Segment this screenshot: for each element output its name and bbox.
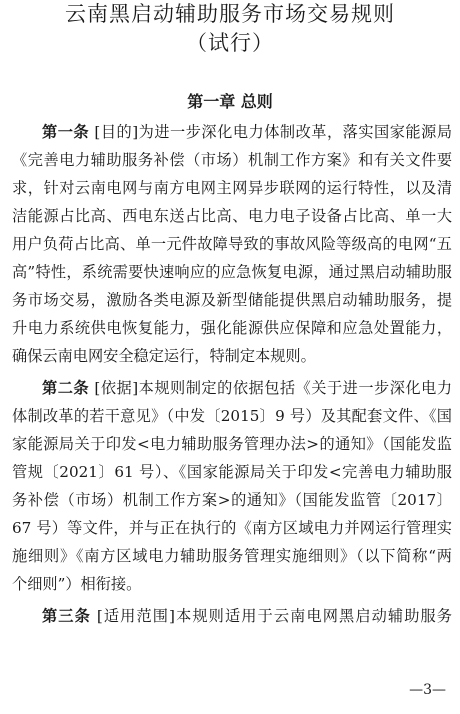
article-1-line-7: 务市场交易，激励各类电源及新型储能提供黑启动辅助服务，提 xyxy=(12,291,452,309)
article-1-heading: 第一条 xyxy=(42,123,90,141)
article-2-line-1: 第二条 [依据]本规则制定的依据包括《关于进一步深化电力 xyxy=(42,379,453,397)
article-2-line-6: 67 号）等文件，并与正在执行的《南方区域电力并网运行管理实 xyxy=(12,519,452,537)
article-2-line-4: 管规〔2021〕61 号）、《国家能源局关于印发<完善电力辅助服 xyxy=(12,463,452,481)
article-1-line-3: 求，针对云南电网与南方电网主网异步联网的运行特性，以及清 xyxy=(12,179,452,197)
article-3-line-1: 第三条 [适用范围]本规则适用于云南电网黑启动辅助服务 xyxy=(42,607,452,625)
article-2-line-3: 家能源局关于印发<电力辅助服务管理办法>的通知》（国能发监 xyxy=(12,435,452,453)
document-title: 云南黑启动辅助服务市场交易规则 xyxy=(65,2,395,26)
article-2-heading: 第二条 xyxy=(42,379,90,397)
article-2-line-7: 施细则》《南方区域电力辅助服务管理实施细则》（以下简称“两 xyxy=(12,547,452,565)
page-number: —3— xyxy=(409,682,446,698)
article-2-line-5: 务补偿（市场）机制工作方案>的通知》（国能发监管〔2017〕 xyxy=(12,491,452,509)
article-1-line-4: 洁能源占比高、西电东送占比高、电力电子设备占比高、单一大 xyxy=(12,207,452,225)
article-1-line-2: 《完善电力辅助服务补偿（市场）机制工作方案》和有关文件要 xyxy=(12,151,452,169)
document-subtitle: （试行） xyxy=(186,31,274,55)
article-2-line-2: 体制改革的若干意见》（中发〔2015〕9 号）及其配套文件、《国 xyxy=(12,407,452,425)
article-1-line-5: 用户负荷占比高、单一元件故障导致的事故风险等级高的电网“五 xyxy=(12,235,452,253)
chapter-heading: 第一章 总则 xyxy=(187,92,273,111)
article-2-line-8: 个细则”）相衔接。 xyxy=(12,575,142,593)
article-1-line-6: 高”特性，系统需要快速响应的应急恢复电源，通过黑启动辅助服 xyxy=(12,263,452,281)
article-1-line-9: 确保云南电网安全稳定运行，特制定本规则。 xyxy=(12,347,316,365)
article-3-heading: 第三条 xyxy=(42,607,91,625)
article-1-line-8: 升电力系统供电恢复能力，强化能源供应保障和应急处置能力， xyxy=(12,319,452,337)
article-1-line-1: 第一条 [目的]为进一步深化电力体制改革，落实国家能源局 xyxy=(42,123,453,141)
